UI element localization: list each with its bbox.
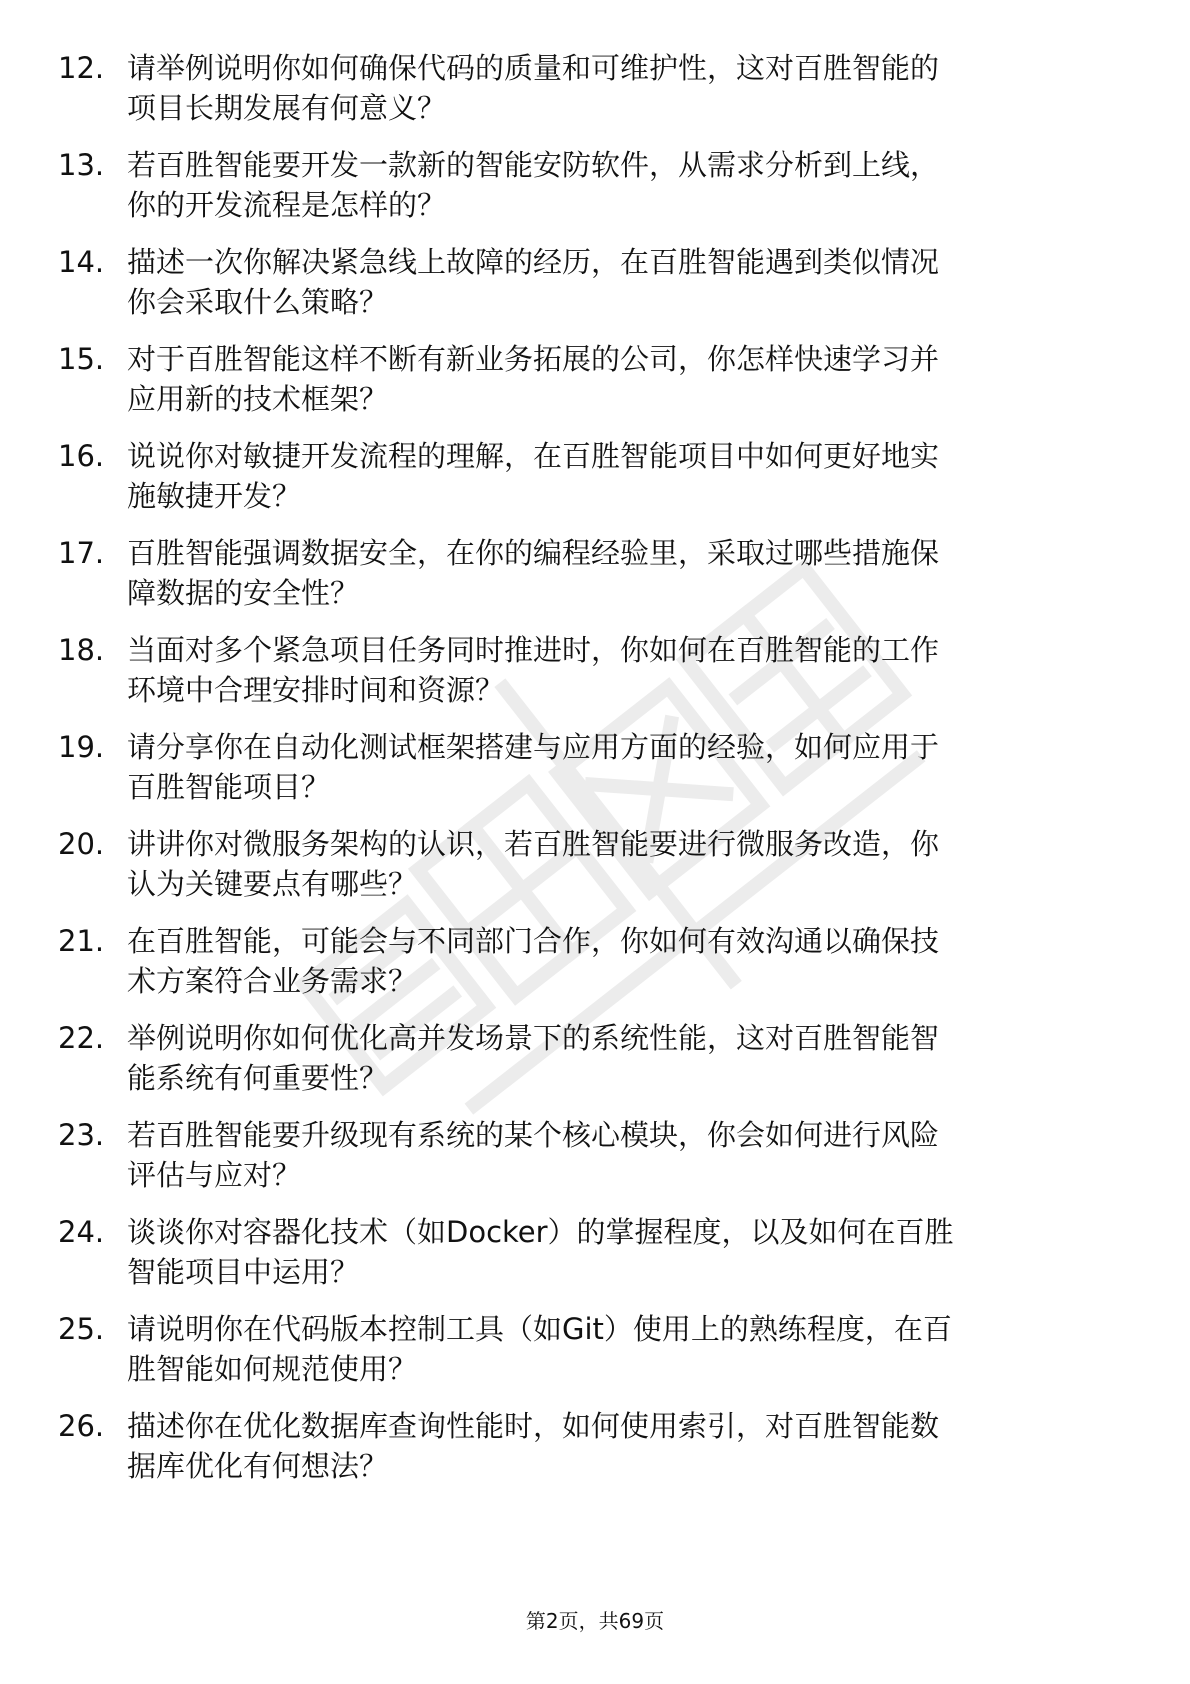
question-text bbox=[127, 921, 1132, 1001]
question-line: 施敏捷开发？ bbox=[127, 479, 302, 513]
question-line: 百胜智能强调数据安全，在你的编程经验里，采取过哪些措施保 bbox=[127, 536, 940, 570]
question-line: 能系统有何重要性？ bbox=[127, 1061, 389, 1095]
question-line: 应用新的技术框架？ bbox=[127, 382, 389, 416]
question-text bbox=[127, 1309, 1132, 1389]
question-line: 若百胜智能要升级现有系统的某个核心模块，你会如何进行风险 bbox=[127, 1118, 940, 1152]
question-line: 智能项目中运用？ bbox=[127, 1255, 360, 1289]
question-number: 18. bbox=[58, 633, 105, 667]
question-number: 21. bbox=[58, 924, 105, 958]
question-text bbox=[127, 1018, 1132, 1098]
question-line: 请分享你在自动化测试框架搭建与应用方面的经验，如何应用于 bbox=[127, 730, 940, 764]
question-line: 术方案符合业务需求？ bbox=[127, 964, 418, 998]
question-text bbox=[127, 339, 1132, 419]
page-footer: 第2页，共69页 bbox=[525, 1609, 665, 1633]
question-number: 16. bbox=[58, 439, 105, 473]
question-text bbox=[127, 48, 1132, 128]
question-text bbox=[127, 533, 1132, 613]
question-number: 25. bbox=[58, 1312, 105, 1346]
question-number: 23. bbox=[58, 1118, 105, 1152]
question-text bbox=[127, 1406, 1132, 1486]
question-text bbox=[127, 1212, 1132, 1292]
question-number: 26. bbox=[58, 1409, 105, 1443]
question-text bbox=[127, 436, 1132, 516]
question-line: 认为关键要点有哪些？ bbox=[127, 867, 418, 901]
question-text bbox=[127, 242, 1132, 322]
question-line: 在百胜智能，可能会与不同部门合作，你如何有效沟通以确保技 bbox=[127, 924, 940, 958]
question-line: 讲讲你对微服务架构的认识，若百胜智能要进行微服务改造，你 bbox=[127, 827, 940, 861]
question-line: 你的开发流程是怎样的？ bbox=[127, 188, 447, 222]
question-number: 20. bbox=[58, 827, 105, 861]
question-number: 13. bbox=[58, 148, 105, 182]
question-line: 胜智能如何规范使用？ bbox=[127, 1352, 418, 1386]
question-number: 24. bbox=[58, 1215, 105, 1249]
question-text bbox=[127, 824, 1132, 904]
question-text bbox=[127, 145, 1132, 225]
question-line: 说说你对敏捷开发流程的理解，在百胜智能项目中如何更好地实 bbox=[127, 439, 940, 473]
question-text bbox=[127, 630, 1132, 710]
question-line: 障数据的安全性？ bbox=[127, 576, 360, 610]
question-number: 14. bbox=[58, 245, 105, 279]
question-line: 若百胜智能要开发一款新的智能安防软件，从需求分析到上线， bbox=[127, 148, 940, 182]
question-line: 描述一次你解决紧急线上故障的经历，在百胜智能遇到类似情况 bbox=[127, 245, 940, 279]
question-text bbox=[127, 727, 1132, 807]
question-number: 17. bbox=[58, 536, 105, 570]
question-number: 15. bbox=[58, 342, 105, 376]
question-number: 19. bbox=[58, 730, 105, 764]
question-line: 举例说明你如何优化高并发场景下的系统性能，这对百胜智能智 bbox=[127, 1021, 940, 1055]
question-line: 评估与应对？ bbox=[127, 1158, 302, 1192]
question-line: 描述你在优化数据库查询性能时，如何使用索引，对百胜智能数 bbox=[127, 1409, 940, 1443]
question-line: 项目长期发展有何意义？ bbox=[127, 91, 447, 125]
question-number: 22. bbox=[58, 1021, 105, 1055]
question-line: 谈谈你对容器化技术（如Docker）的掌握程度，以及如何在百胜 bbox=[127, 1215, 954, 1249]
question-text bbox=[127, 1115, 1132, 1195]
question-line: 对于百胜智能这样不断有新业务拓展的公司，你怎样快速学习并 bbox=[127, 342, 940, 376]
question-line: 据库优化有何想法？ bbox=[127, 1449, 389, 1483]
question-line: 环境中合理安排时间和资源？ bbox=[127, 673, 505, 707]
question-number: 12. bbox=[58, 51, 105, 85]
question-line: 当面对多个紧急项目任务同时推进时，你如何在百胜智能的工作 bbox=[127, 633, 940, 667]
question-line: 请举例说明你如何确保代码的质量和可维护性，这对百胜智能的 bbox=[127, 51, 940, 85]
question-line: 百胜智能项目？ bbox=[127, 770, 331, 804]
question-line: 你会采取什么策略？ bbox=[127, 285, 389, 319]
question-line: 请说明你在代码版本控制工具（如Git）使用上的熟练程度，在百 bbox=[127, 1312, 952, 1346]
